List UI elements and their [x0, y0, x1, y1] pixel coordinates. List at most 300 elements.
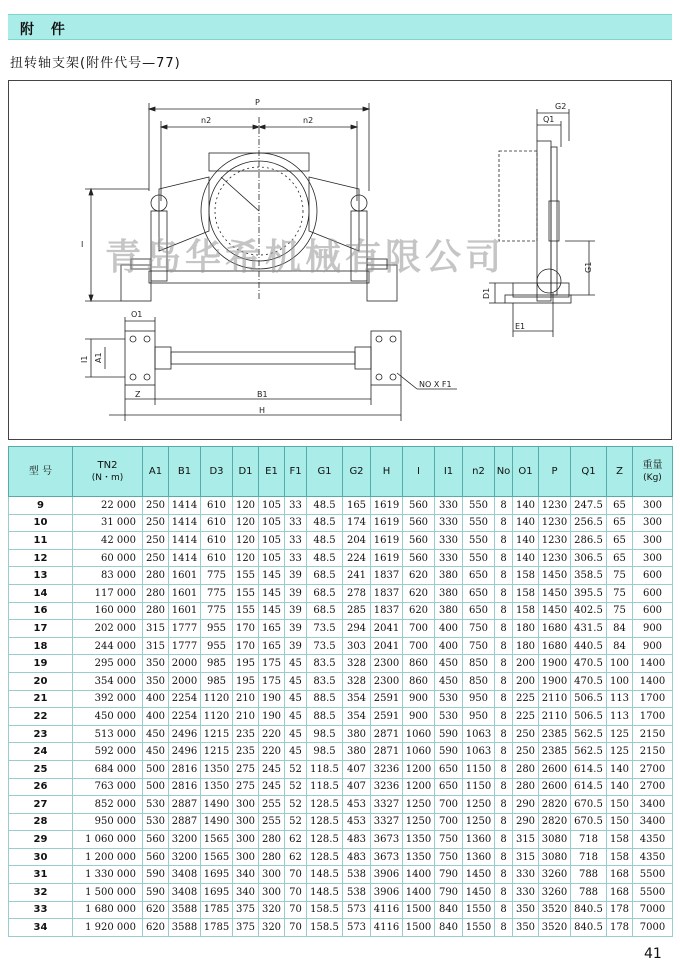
- table-cell: 42 000: [73, 532, 143, 550]
- table-row: [9, 866, 673, 884]
- model-cell: 22: [9, 708, 73, 726]
- table-cell: 3400: [633, 813, 673, 831]
- table-cell: 1250: [463, 813, 495, 831]
- table-cell: 610: [201, 497, 233, 515]
- table-cell: 330: [513, 884, 539, 902]
- table-cell: 600: [633, 584, 673, 602]
- table-cell: 573: [343, 919, 371, 937]
- table-cell: 125: [607, 725, 633, 743]
- table-cell: 178: [607, 901, 633, 919]
- table-cell: 75: [607, 584, 633, 602]
- table-cell: 195: [233, 655, 259, 673]
- table-cell: 84: [607, 620, 633, 638]
- table-cell: 62: [285, 848, 307, 866]
- model-cell: 17: [9, 620, 73, 638]
- table-cell: 950: [463, 708, 495, 726]
- table-cell: 592 000: [73, 743, 143, 761]
- table-row: [9, 584, 673, 602]
- table-cell: 210: [233, 708, 259, 726]
- table-cell: 900: [403, 690, 435, 708]
- table-cell: 1400: [403, 884, 435, 902]
- table-cell: 8: [495, 690, 513, 708]
- model-cell: 21: [9, 690, 73, 708]
- spec-table-header: [9, 447, 673, 497]
- table-cell: 303: [343, 637, 371, 655]
- table-cell: 1680: [539, 637, 571, 655]
- table-cell: 200: [513, 672, 539, 690]
- table-cell: 128.5: [307, 848, 343, 866]
- model-cell: 9: [9, 497, 73, 515]
- column-header-label: D3: [209, 466, 224, 477]
- table-cell: 1060: [403, 725, 435, 743]
- table-cell: 1350: [403, 848, 435, 866]
- table-cell: 45: [285, 655, 307, 673]
- dim-z-label: Z: [135, 390, 141, 399]
- spec-table: [8, 446, 673, 937]
- table-cell: 750: [463, 637, 495, 655]
- column-header-label: Q1: [581, 466, 596, 477]
- table-row: [9, 497, 673, 515]
- model-cell: 30: [9, 848, 73, 866]
- table-cell: 650: [463, 584, 495, 602]
- dim-e1-label: E1: [515, 322, 526, 331]
- table-cell: 98.5: [307, 725, 343, 743]
- table-cell: 538: [343, 884, 371, 902]
- table-cell: 8: [495, 848, 513, 866]
- table-cell: 8: [495, 497, 513, 515]
- table-cell: 2700: [633, 760, 673, 778]
- table-cell: 3520: [539, 901, 571, 919]
- table-cell: 1400: [633, 655, 673, 673]
- table-cell: 950: [463, 690, 495, 708]
- section-header-bar: [8, 14, 672, 40]
- table-cell: 483: [343, 831, 371, 849]
- table-cell: 3327: [371, 796, 403, 814]
- table-cell: 453: [343, 796, 371, 814]
- table-cell: 8: [495, 884, 513, 902]
- table-cell: 83.5: [307, 672, 343, 690]
- table-cell: 8: [495, 584, 513, 602]
- table-cell: 294: [343, 620, 371, 638]
- model-cell: 25: [9, 760, 73, 778]
- table-cell: 670.5: [571, 813, 607, 831]
- table-cell: 8: [495, 620, 513, 638]
- table-cell: 8: [495, 532, 513, 550]
- table-cell: 358.5: [571, 567, 607, 585]
- table-cell: 2300: [371, 655, 403, 673]
- table-cell: 860: [403, 672, 435, 690]
- table-cell: 247.5: [571, 497, 607, 515]
- table-cell: 4350: [633, 848, 673, 866]
- table-cell: 315: [513, 831, 539, 849]
- table-cell: 3200: [169, 831, 201, 849]
- dim-g2-label: G2: [555, 102, 567, 111]
- table-row: [9, 796, 673, 814]
- table-cell: 350: [143, 655, 169, 673]
- table-cell: 440.5: [571, 637, 607, 655]
- column-header-label: B1: [177, 466, 192, 477]
- table-cell: 8: [495, 813, 513, 831]
- table-cell: 145: [259, 602, 285, 620]
- table-cell: 1360: [463, 831, 495, 849]
- table-cell: 620: [403, 602, 435, 620]
- table-cell: 300: [233, 848, 259, 866]
- table-cell: 402.5: [571, 602, 607, 620]
- table-cell: 45: [285, 708, 307, 726]
- table-cell: 1680: [539, 620, 571, 638]
- table-cell: 1450: [539, 602, 571, 620]
- table-cell: 400: [143, 690, 169, 708]
- model-cell: 33: [9, 901, 73, 919]
- table-cell: 5500: [633, 866, 673, 884]
- table-cell: 1360: [463, 848, 495, 866]
- table-cell: 2820: [539, 796, 571, 814]
- column-header-label: n2: [472, 466, 485, 477]
- table-cell: 52: [285, 796, 307, 814]
- table-cell: 8: [495, 672, 513, 690]
- table-cell: 140: [513, 514, 539, 532]
- table-cell: 850: [463, 672, 495, 690]
- table-cell: 620: [143, 919, 169, 937]
- table-cell: 158: [607, 848, 633, 866]
- table-cell: 860: [403, 655, 435, 673]
- table-cell: 250: [513, 743, 539, 761]
- table-cell: 140: [513, 497, 539, 515]
- table-cell: 65: [607, 514, 633, 532]
- column-header: [463, 447, 495, 497]
- table-cell: 290: [513, 796, 539, 814]
- table-cell: 65: [607, 549, 633, 567]
- table-cell: 3906: [371, 866, 403, 884]
- table-cell: 158.5: [307, 919, 343, 937]
- table-cell: 39: [285, 620, 307, 638]
- table-cell: 530: [435, 690, 463, 708]
- table-cell: 286.5: [571, 532, 607, 550]
- table-cell: 530: [435, 708, 463, 726]
- table-cell: 407: [343, 760, 371, 778]
- table-cell: 3236: [371, 778, 403, 796]
- table-cell: 3080: [539, 831, 571, 849]
- table-cell: 560: [403, 497, 435, 515]
- table-cell: 550: [463, 549, 495, 567]
- table-cell: 235: [233, 725, 259, 743]
- dim-q1-label: Q1: [543, 115, 555, 124]
- table-cell: 560: [403, 532, 435, 550]
- table-cell: 68.5: [307, 567, 343, 585]
- table-cell: 168: [607, 866, 633, 884]
- table-cell: 350: [513, 901, 539, 919]
- table-cell: 330: [435, 549, 463, 567]
- table-cell: 128.5: [307, 813, 343, 831]
- dim-i-label: I: [81, 240, 84, 249]
- table-cell: 3260: [539, 884, 571, 902]
- table-cell: 2254: [169, 690, 201, 708]
- table-cell: 610: [201, 549, 233, 567]
- column-header: [343, 447, 371, 497]
- table-cell: 955: [201, 620, 233, 638]
- table-cell: 140: [607, 760, 633, 778]
- table-cell: 140: [513, 549, 539, 567]
- table-cell: 380: [435, 584, 463, 602]
- table-cell: 500: [143, 778, 169, 796]
- column-header-label: E1: [265, 466, 278, 477]
- table-cell: 1250: [403, 813, 435, 831]
- section-title: 附 件: [20, 22, 71, 38]
- table-cell: 1150: [463, 778, 495, 796]
- table-cell: 775: [201, 567, 233, 585]
- table-row: [9, 567, 673, 585]
- table-cell: 395.5: [571, 584, 607, 602]
- table-cell: 8: [495, 725, 513, 743]
- table-cell: 300: [233, 813, 259, 831]
- column-header: [371, 447, 403, 497]
- table-cell: 2700: [633, 778, 673, 796]
- dim-n2-left-label: n2: [201, 116, 212, 125]
- table-cell: 220: [259, 725, 285, 743]
- table-cell: 1777: [169, 637, 201, 655]
- table-cell: 3200: [169, 848, 201, 866]
- table-cell: 350: [143, 672, 169, 690]
- table-cell: 4116: [371, 901, 403, 919]
- table-cell: 1200: [403, 760, 435, 778]
- table-cell: 128.5: [307, 831, 343, 849]
- table-cell: 350: [513, 919, 539, 937]
- table-cell: 70: [285, 866, 307, 884]
- table-cell: 985: [201, 672, 233, 690]
- column-header: [169, 447, 201, 497]
- model-cell: 19: [9, 655, 73, 673]
- model-cell: 27: [9, 796, 73, 814]
- table-cell: 530: [143, 813, 169, 831]
- table-cell: 22 000: [73, 497, 143, 515]
- table-cell: 100: [607, 655, 633, 673]
- table-cell: 513 000: [73, 725, 143, 743]
- table-cell: 950 000: [73, 813, 143, 831]
- table-cell: 560: [143, 831, 169, 849]
- table-cell: 1414: [169, 549, 201, 567]
- table-cell: 60 000: [73, 549, 143, 567]
- table-cell: 850: [463, 655, 495, 673]
- model-cell: 12: [9, 549, 73, 567]
- table-cell: 392 000: [73, 690, 143, 708]
- table-cell: 88.5: [307, 708, 343, 726]
- table-cell: 1695: [201, 866, 233, 884]
- table-cell: 33: [285, 497, 307, 515]
- table-cell: 2600: [539, 760, 571, 778]
- table-row: [9, 620, 673, 638]
- table-cell: 400: [435, 637, 463, 655]
- table-cell: 1490: [201, 813, 233, 831]
- table-cell: 1414: [169, 497, 201, 515]
- table-cell: 2254: [169, 708, 201, 726]
- table-cell: 174: [343, 514, 371, 532]
- table-cell: 3588: [169, 919, 201, 937]
- column-header-label: G2: [349, 466, 364, 477]
- table-cell: 1200: [403, 778, 435, 796]
- table-cell: 1450: [539, 567, 571, 585]
- table-cell: 8: [495, 866, 513, 884]
- table-cell: 280: [143, 567, 169, 585]
- table-cell: 1837: [371, 584, 403, 602]
- table-cell: 1601: [169, 584, 201, 602]
- table-cell: 68.5: [307, 602, 343, 620]
- table-cell: 590: [143, 884, 169, 902]
- table-cell: 148.5: [307, 866, 343, 884]
- table-cell: 1230: [539, 532, 571, 550]
- column-header: [307, 447, 343, 497]
- table-cell: 255: [259, 813, 285, 831]
- table-cell: 3260: [539, 866, 571, 884]
- table-cell: 165: [259, 620, 285, 638]
- table-cell: 235: [233, 743, 259, 761]
- table-cell: 278: [343, 584, 371, 602]
- model-cell: 11: [9, 532, 73, 550]
- table-cell: 600: [633, 567, 673, 585]
- table-cell: 1450: [463, 884, 495, 902]
- table-cell: 614.5: [571, 760, 607, 778]
- table-cell: 1250: [403, 796, 435, 814]
- table-cell: 70: [285, 884, 307, 902]
- table-row: [9, 813, 673, 831]
- table-cell: 1230: [539, 514, 571, 532]
- column-header: [9, 447, 73, 497]
- table-cell: 450: [435, 672, 463, 690]
- table-cell: 300: [233, 796, 259, 814]
- page-number: 41: [644, 946, 662, 962]
- table-cell: 620: [403, 567, 435, 585]
- table-cell: 315: [143, 637, 169, 655]
- table-cell: 2150: [633, 743, 673, 761]
- table-cell: 2496: [169, 725, 201, 743]
- table-cell: 280: [143, 602, 169, 620]
- spec-table-body: [9, 497, 673, 937]
- table-cell: 31 000: [73, 514, 143, 532]
- model-cell: 16: [9, 602, 73, 620]
- table-cell: 650: [435, 760, 463, 778]
- company-watermark: 青岛华希机械有限公司: [105, 237, 506, 278]
- table-cell: 320: [259, 901, 285, 919]
- table-cell: 614.5: [571, 778, 607, 796]
- table-cell: 2820: [539, 813, 571, 831]
- table-cell: 2110: [539, 708, 571, 726]
- dim-d1-label: D1: [482, 287, 491, 299]
- table-cell: 400: [435, 620, 463, 638]
- table-cell: 158: [513, 567, 539, 585]
- table-cell: 375: [233, 901, 259, 919]
- model-cell: 34: [9, 919, 73, 937]
- table-cell: 1777: [169, 620, 201, 638]
- column-header-label: P: [551, 466, 558, 477]
- table-cell: 8: [495, 655, 513, 673]
- table-cell: 290: [513, 813, 539, 831]
- table-cell: 150: [607, 813, 633, 831]
- table-row: [9, 919, 673, 937]
- table-cell: 1230: [539, 497, 571, 515]
- table-cell: 1565: [201, 831, 233, 849]
- table-cell: 8: [495, 778, 513, 796]
- table-cell: 3408: [169, 866, 201, 884]
- table-cell: 52: [285, 778, 307, 796]
- model-cell: 32: [9, 884, 73, 902]
- model-cell: 10: [9, 514, 73, 532]
- table-cell: 180: [513, 620, 539, 638]
- table-cell: 105: [259, 514, 285, 532]
- table-cell: 33: [285, 514, 307, 532]
- table-cell: 195: [233, 672, 259, 690]
- model-cell: 26: [9, 778, 73, 796]
- table-cell: 340: [233, 866, 259, 884]
- table-cell: 250: [143, 532, 169, 550]
- table-cell: 158: [607, 831, 633, 849]
- table-cell: 1500: [403, 901, 435, 919]
- column-header: [201, 447, 233, 497]
- table-cell: 155: [233, 602, 259, 620]
- table-cell: 158.5: [307, 901, 343, 919]
- table-cell: 33: [285, 532, 307, 550]
- model-cell: 14: [9, 584, 73, 602]
- table-cell: 8: [495, 637, 513, 655]
- table-cell: 1837: [371, 602, 403, 620]
- table-cell: 354: [343, 690, 371, 708]
- table-cell: 65: [607, 532, 633, 550]
- table-cell: 84: [607, 637, 633, 655]
- table-cell: 1490: [201, 796, 233, 814]
- table-cell: 1500: [403, 919, 435, 937]
- table-cell: 280: [143, 584, 169, 602]
- table-cell: 73.5: [307, 637, 343, 655]
- table-row: [9, 901, 673, 919]
- table-cell: 2887: [169, 796, 201, 814]
- table-cell: 140: [607, 778, 633, 796]
- table-cell: 470.5: [571, 655, 607, 673]
- table-cell: 306.5: [571, 549, 607, 567]
- table-cell: 840.5: [571, 901, 607, 919]
- table-cell: 900: [633, 637, 673, 655]
- table-cell: 220: [259, 743, 285, 761]
- table-cell: 590: [435, 743, 463, 761]
- table-cell: 650: [435, 778, 463, 796]
- table-cell: 245: [259, 760, 285, 778]
- table-cell: 1 060 000: [73, 831, 143, 849]
- table-row: [9, 549, 673, 567]
- table-cell: 105: [259, 532, 285, 550]
- table-cell: 8: [495, 919, 513, 937]
- table-cell: 2385: [539, 743, 571, 761]
- table-cell: 1619: [371, 497, 403, 515]
- table-cell: 3588: [169, 901, 201, 919]
- table-cell: 48.5: [307, 497, 343, 515]
- table-cell: 550: [463, 514, 495, 532]
- model-cell: 29: [9, 831, 73, 849]
- table-cell: 852 000: [73, 796, 143, 814]
- column-header: [633, 447, 673, 497]
- table-row: [9, 602, 673, 620]
- column-header-label: No: [496, 466, 511, 477]
- table-cell: 2591: [371, 690, 403, 708]
- table-cell: 125: [607, 743, 633, 761]
- table-cell: 155: [233, 584, 259, 602]
- table-cell: 1 200 000: [73, 848, 143, 866]
- table-cell: 168: [607, 884, 633, 902]
- table-cell: 180: [513, 637, 539, 655]
- column-header-label: H: [382, 466, 391, 477]
- table-cell: 52: [285, 813, 307, 831]
- table-cell: 120: [233, 514, 259, 532]
- table-cell: 45: [285, 743, 307, 761]
- column-header-label: A1: [148, 466, 163, 477]
- table-cell: 155: [233, 567, 259, 585]
- table-cell: 8: [495, 743, 513, 761]
